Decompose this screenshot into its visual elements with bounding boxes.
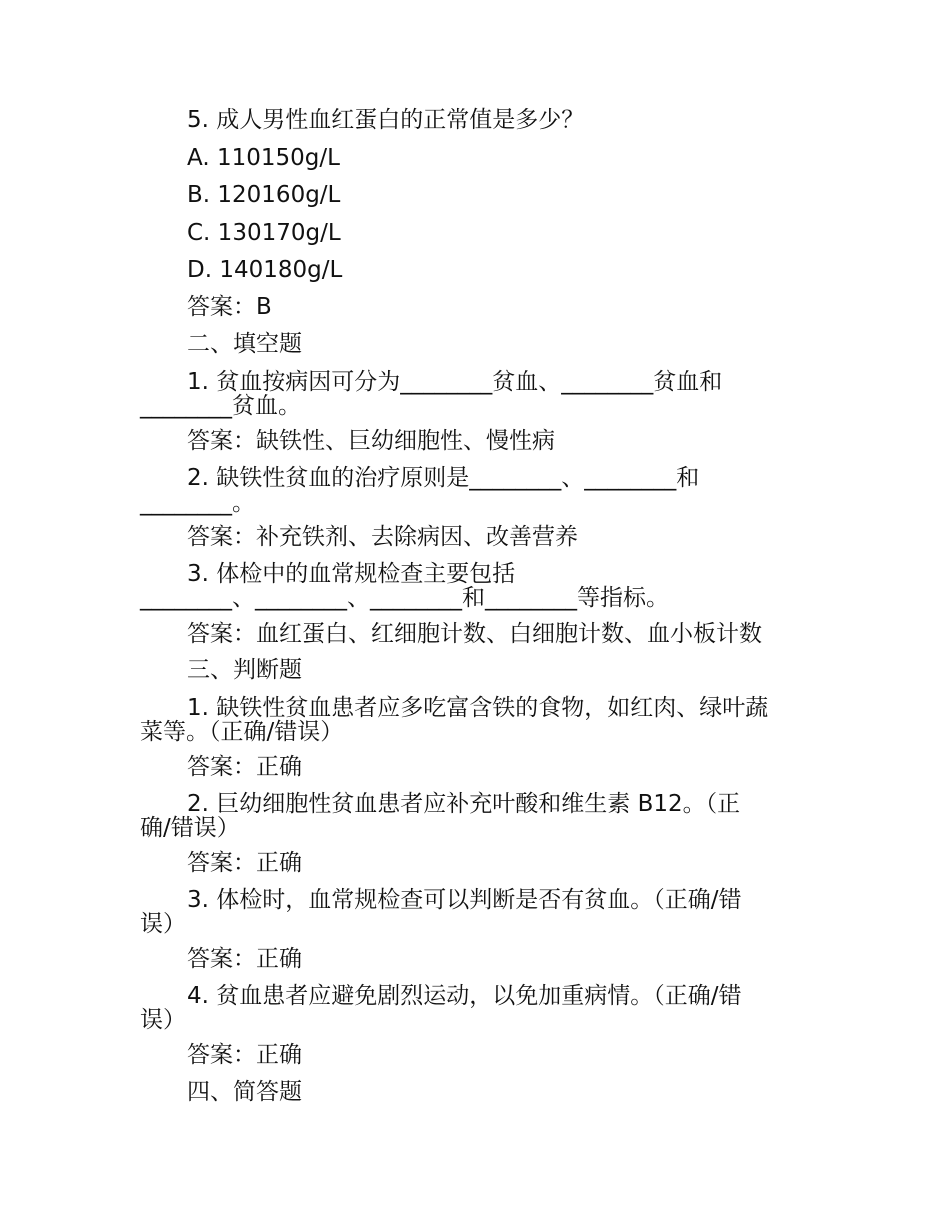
true-false-1-line2: 菜等。（正确/错误） bbox=[140, 719, 344, 745]
true-false-3-line1: 3. 体检时，血常规检查可以判断是否有贫血。（正确/错 bbox=[187, 887, 742, 913]
section-heading-short-answer: 四、简答题 bbox=[187, 1079, 302, 1105]
true-false-4-line2: 误） bbox=[140, 1007, 186, 1033]
fill-blank-3-line1: 3. 体检中的血常规检查主要包括 bbox=[187, 561, 516, 587]
option-a: A. 110150g/L bbox=[187, 145, 340, 171]
fill-blank-2-answer: 答案：补充铁剂、去除病因、改善营养 bbox=[187, 524, 578, 550]
true-false-4-answer: 答案：正确 bbox=[187, 1042, 302, 1068]
fill-blank-2-line1: 2. 缺铁性贫血的治疗原则是________、________和 bbox=[187, 465, 700, 491]
option-c: C. 130170g/L bbox=[187, 220, 341, 246]
true-false-2-line2: 确/错误） bbox=[140, 815, 240, 841]
true-false-4-line1: 4. 贫血患者应避免剧烈运动，以免加重病情。（正确/错 bbox=[187, 983, 742, 1009]
fill-blank-3-line2: ________、________、________和________等指标。 bbox=[140, 585, 669, 611]
question-5-text: 5. 成人男性血红蛋白的正常值是多少？ bbox=[187, 107, 585, 133]
true-false-1-answer: 答案：正确 bbox=[187, 754, 302, 780]
option-d: D. 140180g/L bbox=[187, 257, 343, 283]
fill-blank-1-line1: 1. 贫血按病因可分为________贫血、________贫血和 bbox=[187, 369, 723, 395]
true-false-2-answer: 答案：正确 bbox=[187, 850, 302, 876]
true-false-1-line1: 1. 缺铁性贫血患者应多吃富含铁的食物，如红肉、绿叶蔬 bbox=[187, 695, 769, 721]
section-heading-true-false: 三、判断题 bbox=[187, 657, 302, 683]
question-5-answer: 答案：B bbox=[187, 294, 272, 320]
fill-blank-2-line2: ________。 bbox=[140, 490, 255, 516]
true-false-3-line2: 误） bbox=[140, 911, 186, 937]
true-false-2-line1: 2. 巨幼细胞性贫血患者应补充叶酸和维生素 B12。（正 bbox=[187, 791, 741, 817]
section-heading-fill-blank: 二、填空题 bbox=[187, 331, 302, 357]
fill-blank-3-answer: 答案：血红蛋白、红细胞计数、白细胞计数、血小板计数 bbox=[187, 621, 762, 647]
fill-blank-1-answer: 答案：缺铁性、巨幼细胞性、慢性病 bbox=[187, 428, 555, 454]
option-b: B. 120160g/L bbox=[187, 182, 341, 208]
fill-blank-1-line2: ________贫血。 bbox=[140, 393, 301, 419]
true-false-3-answer: 答案：正确 bbox=[187, 946, 302, 972]
